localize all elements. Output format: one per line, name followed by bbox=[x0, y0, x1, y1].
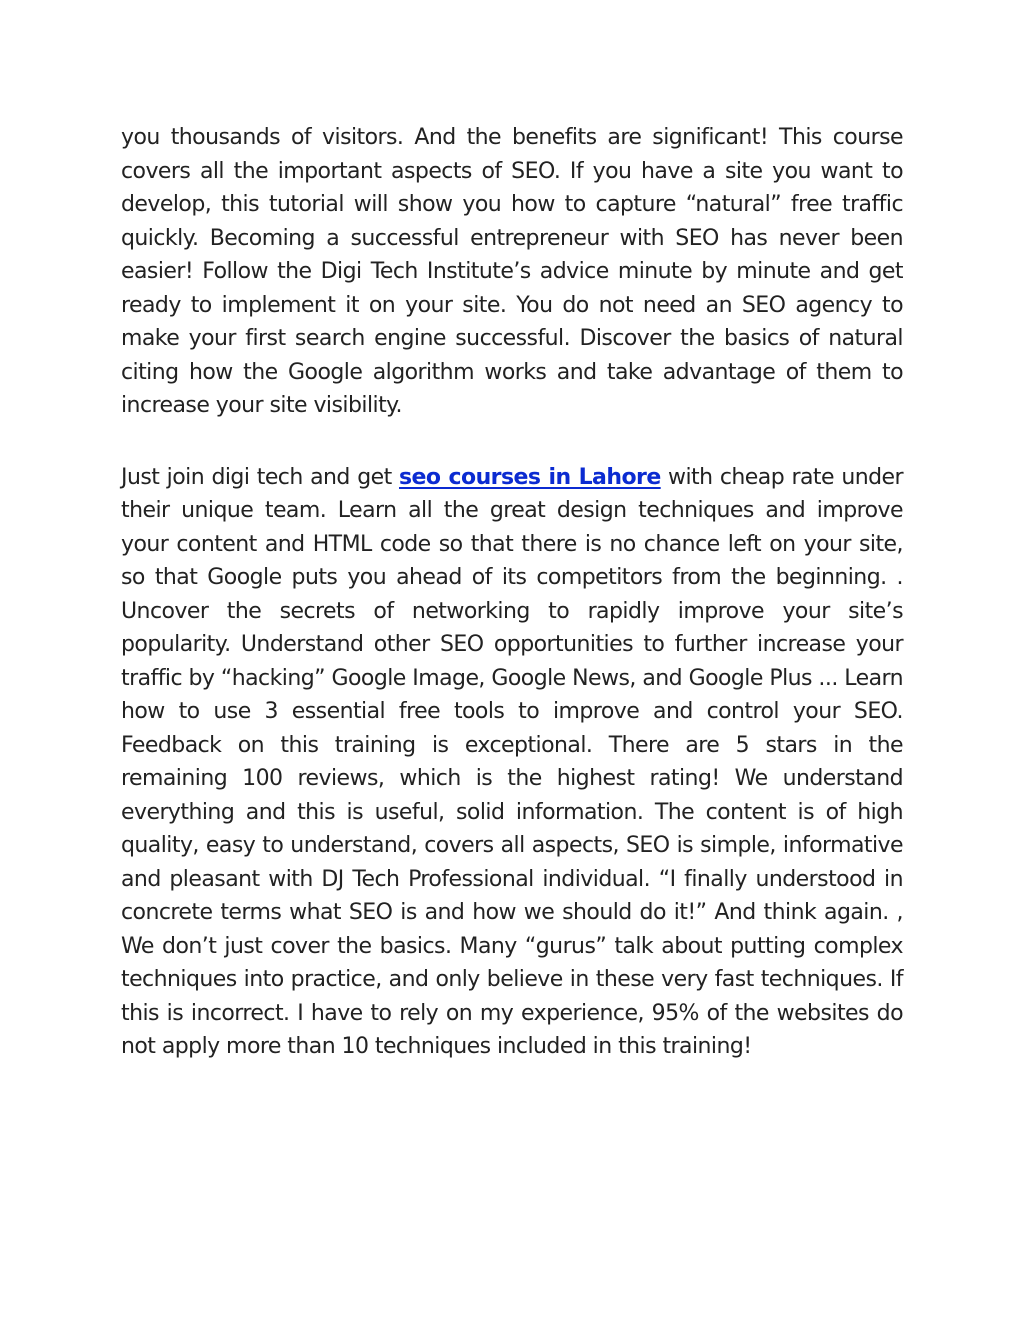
paragraph-2 bbox=[121, 461, 903, 1064]
paragraph-2-body-text: with cheap rate under their unique team. Learn all the great design techniques and improve your content and HTML code so that there is no chance left on your site, so that Google puts you ahead of its competitors from the beginning. . Uncover the secrets of networking to rapidly improve your site’s popularity. Understand other SEO opportunities to further increase your traffic by “hacking” Google Image, Google News, and Google Plus ... Learn how to use 3 essential free tools to improve and control your SEO. Feedback on this training is exceptional. There are 5 stars in the remaining 100 reviews, which is the highest rating! We understand everything and this is useful, solid information. The content is of high quality, easy to understand, covers all aspects, SEO is simple, informative and pleasant with DJ Tech Professional individual. “I finally understood in concrete terms what SEO is and how we should do it!” And think again. , We don’t just cover the basics. Many “gurus” talk about putting complex techniques into practice, and only believe in these very fast techniques. If this is incorrect. I have to rely on my experience, 95% of the websites do not apply more than 10 techniques included in this training! bbox=[121, 464, 903, 1059]
paragraph-1: you thousands of visitors. And the benefits are significant! This course covers all the important aspects of SEO. If you have a site you want to develop, this tutorial will show you how to capture “natural” free traffic quickly. Becoming a successful entrepreneur with SEO has never been easier! Follow the Digi Tech Institute’s advice minute by minute and get ready to implement it on your site. You do not need an SEO agency to make your first search engine successful. Discover the basics of natural citing how the Google algorithm works and take advantage of them to increase your site visibility. bbox=[121, 125, 903, 418]
paragraph-2-lead-text: Just join digi tech and get bbox=[121, 464, 400, 490]
document-body bbox=[121, 121, 903, 1064]
seo-courses-link[interactable]: seo courses in Lahore bbox=[399, 464, 661, 490]
